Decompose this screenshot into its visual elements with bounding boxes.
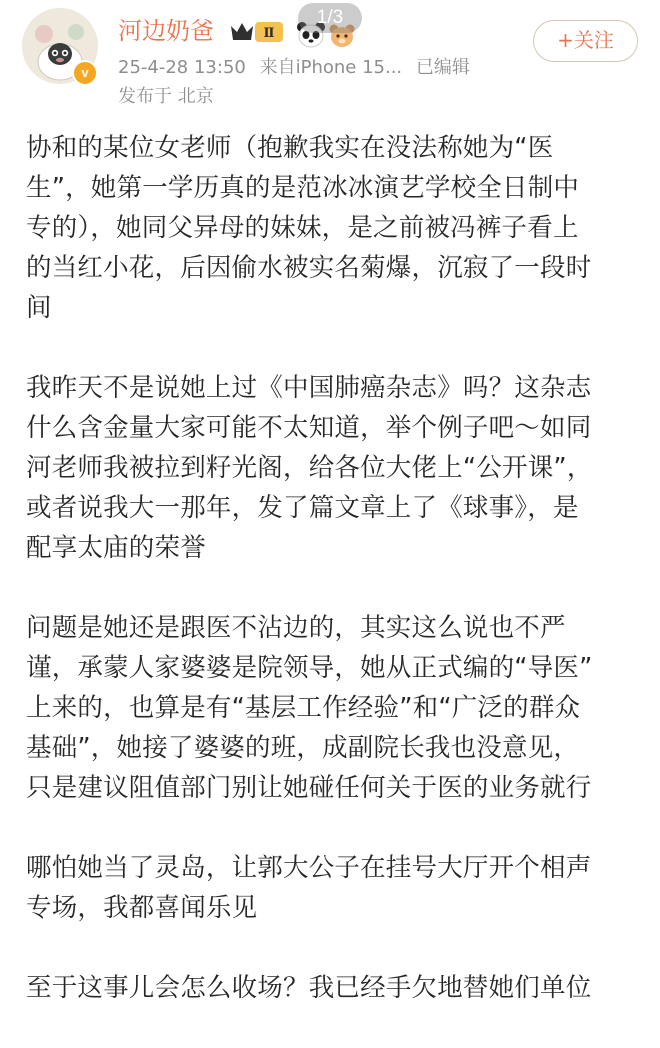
text-line: 的当红小花，后因偷水被实名菊爆，沉寂了一段时: [26, 253, 592, 283]
post-paragraph: [26, 128, 638, 328]
edited-label[interactable]: 已编辑: [415, 57, 470, 78]
text-line: 生”，她第一学历真的是范冰冰演艺学校全日制中: [26, 173, 580, 203]
follow-button[interactable]: +关注: [533, 20, 638, 62]
text-line: 什么含金量大家可能不太知道，举个例子吧～如同: [26, 413, 592, 443]
text-line: 河老师我被拉到籽光阁，给各位大佬上“公开课”，: [26, 453, 593, 483]
post-source: 来自iPhone 15...: [259, 57, 403, 78]
text-line: 或者说我大一那年，发了篇文章上了《球事》，是: [26, 493, 579, 523]
post-paragraph: [26, 968, 638, 1008]
post-time: 25-4-28 13:50: [118, 57, 246, 78]
text-line: 专场，我都喜闻乐见: [26, 893, 258, 923]
text-line: 间: [26, 293, 52, 323]
text-line: 只是建议阻值部门别让她碰任何关于医的业务就行: [26, 773, 592, 803]
post-paragraph: [26, 848, 638, 928]
post-location: 发布于 北京: [118, 86, 214, 107]
post-paragraph: [26, 608, 638, 808]
level-badge-icon: [229, 18, 285, 46]
text-line: 专的），她同父异母的妹妹，是之前被冯裤子看上: [26, 213, 579, 243]
text-line: 哪怕她当了灵岛，让郭大公子在挂号大厅开个相声: [26, 853, 592, 883]
text-line: 谨，承蒙人家婆婆是院领导，她从正式编的“导医”: [26, 653, 593, 683]
text-line: 至于这事儿会怎么收场？我已经手欠地替她们单位: [26, 973, 592, 1003]
image-page-counter: 1/3: [298, 3, 362, 33]
post-meta: [118, 55, 478, 81]
text-line: 协和的某位女老师（抱歉我实在没法称她为“医: [26, 133, 554, 163]
text-line: 我昨天不是说她上过《中国肺癌杂志》吗？这杂志: [26, 373, 592, 403]
text-line: 基础”，她接了婆婆的班，成副院长我也没意见，: [26, 733, 580, 763]
post-header: [0, 0, 660, 118]
text-line: 配享太庙的荣誉: [26, 533, 206, 563]
level-badge-text: Ⅱ: [263, 26, 275, 41]
post-content: [26, 128, 638, 1048]
verified-badge-icon: v: [72, 60, 98, 86]
username[interactable]: 河边奶爸: [118, 17, 214, 45]
post-paragraph: [26, 368, 638, 568]
text-line: 上来的，也算是有“基层工作经验”和“广泛的群众: [26, 693, 581, 723]
text-line: 问题是她还是跟医不沾边的，其实这么说也不严: [26, 613, 566, 643]
